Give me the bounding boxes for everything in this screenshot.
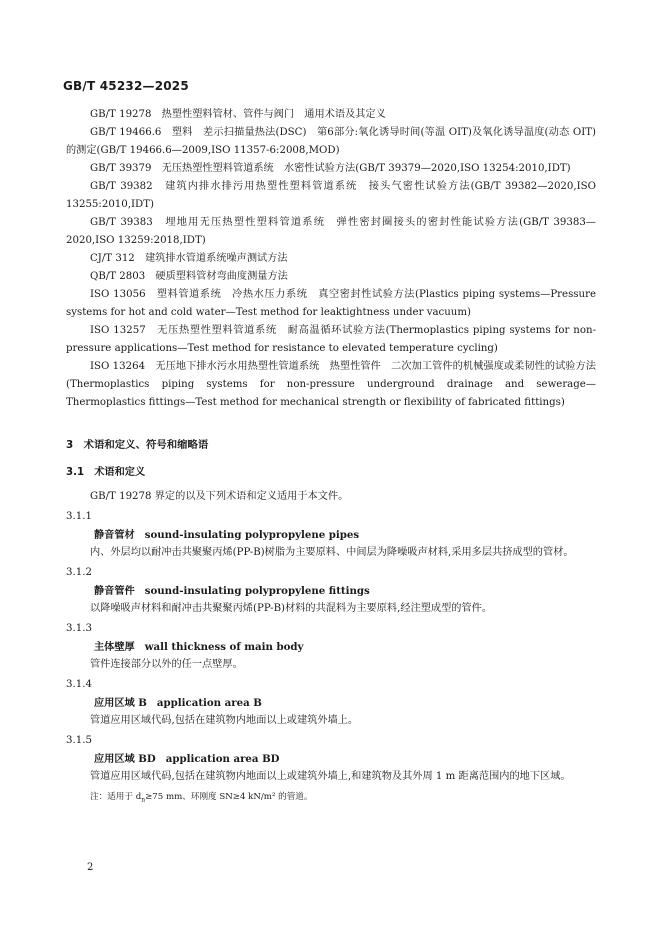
section-heading: 3 术语和定义、符号和缩略语 (66, 439, 209, 451)
term-number: 3.1.3 (66, 623, 92, 634)
reference-item: ISO 13257 无压热塑性塑料管道系统 耐高温循环试验方法(Thermoplastics piping systems for non-pressure applications—Test method for resistance to elevated temperature cycling) (66, 325, 596, 354)
subsection-heading: 3.1 术语和定义 (66, 467, 146, 478)
term-zh: 主体壁厚 (94, 641, 135, 653)
term-title (66, 638, 596, 656)
document-standard-number: GB/T 45232—2025 (63, 79, 189, 93)
term-definition: 管道应用区域代码,包括在建筑物内地面以上或建筑外墙上。 (90, 715, 359, 726)
term-number: 3.1.1 (66, 511, 92, 522)
reference-item: GB/T 39382 建筑内排水排污用热塑性塑料管道系统 接头气密性试验方法(GB/T 39382—2020,ISO 13255:2010,IDT) (66, 181, 596, 210)
reference-item: GB/T 19466.6 塑料 差示扫描量热法(DSC) 第6部分:氧化诱导时间(等温 OIT)及氧化诱导温度(动态 OIT)的测定(GB/T 19466.6—2009,ISO 11357-6:2008,MOD) (66, 127, 596, 156)
term-note (66, 788, 596, 810)
note-text: 适用于 d (107, 792, 142, 802)
term-entry (66, 732, 596, 786)
term-en: sound-insulating polypropylene pipes (144, 529, 360, 541)
term-en: application area B (156, 697, 262, 709)
reference-item: ISO 13264 无压地下排水污水用热塑性管道系统 热塑性管件 二次加工管件的机械强度或柔韧性的试验方法(Thermoplastics piping systems for non-pressure underground drainage and sewerage—Thermoplastics fittings—Test method for mechanical strength or flexibility of fabricated fittings) (66, 361, 596, 408)
term-number: 3.1.5 (66, 735, 92, 746)
term-title (66, 526, 596, 544)
term-definition: 管道应用区域代码,包括在建筑物内地面以上或建筑外墙上,和建筑物及其外周 1 m 距离范围内的地下区域。 (90, 771, 571, 782)
note-label: 注： (90, 792, 108, 802)
reference-item: CJ/T 312 建筑排水管道系统噪声测试方法 (90, 253, 288, 264)
term-definition: 内、外层均以耐冲击共聚聚丙烯(PP-B)树脂为主要原料、中间层为降噪吸声材料,采用多层共挤成型的管材。 (90, 547, 574, 558)
note-subscript: n (141, 796, 146, 804)
reference-item: GB/T 39379 无压热塑性塑料管道系统 水密性试验方法(GB/T 39379—2020,ISO 13254:2010,IDT) (90, 163, 571, 174)
term-entry (66, 564, 596, 618)
reference-item: GB/T 39383 埋地用无压热塑性塑料管道系统 弹性密封圈接头的密封性能试验方法(GB/T 39383—2020,ISO 13259:2018,IDT) (66, 217, 596, 246)
term-zh: 应用区域 B (94, 697, 147, 709)
term-entry (66, 676, 596, 730)
reference-item: ISO 13056 塑料管道系统 冷热水压力系统 真空密封性试验方法(Plastics piping systems—Pressure systems for hot and cold water—Test method for leaktightness under vacuum) (66, 289, 596, 318)
term-title (66, 694, 596, 712)
document-body (66, 106, 596, 810)
term-entry (66, 508, 596, 562)
term-en: application area BD (165, 753, 280, 765)
term-number: 3.1.2 (66, 567, 92, 578)
normative-references-list (66, 106, 596, 412)
page-number: 2 (87, 862, 94, 873)
term-en: wall thickness of main body (144, 641, 304, 653)
reference-item: GB/T 19278 热塑性塑料管材、管件与阀门 通用术语及其定义 (90, 109, 386, 120)
subsection-intro: GB/T 19278 界定的以及下列术语和定义适用于本文件。 (90, 491, 349, 502)
term-entry (66, 620, 596, 674)
term-title (66, 582, 596, 600)
term-definition: 管件连接部分以外的任一点壁厚。 (90, 659, 243, 670)
reference-item: QB/T 2803 硬质塑料管材弯曲度测量方法 (90, 271, 288, 282)
note-text: ≥75 mm、环刚度 SN≥4 kN/m² 的管道。 (145, 792, 313, 802)
term-en: sound-insulating polypropylene fittings (144, 585, 370, 597)
term-number: 3.1.4 (66, 679, 92, 690)
term-zh: 静音管材 (94, 529, 135, 541)
term-zh: 应用区域 BD (94, 753, 156, 765)
term-definition: 以降噪吸声材料和耐冲击共聚聚丙烯(PP-B)材料的共混料为主要原料,经注塑成型的管件。 (90, 603, 493, 614)
term-title (66, 750, 596, 768)
term-zh: 静音管件 (94, 585, 135, 597)
